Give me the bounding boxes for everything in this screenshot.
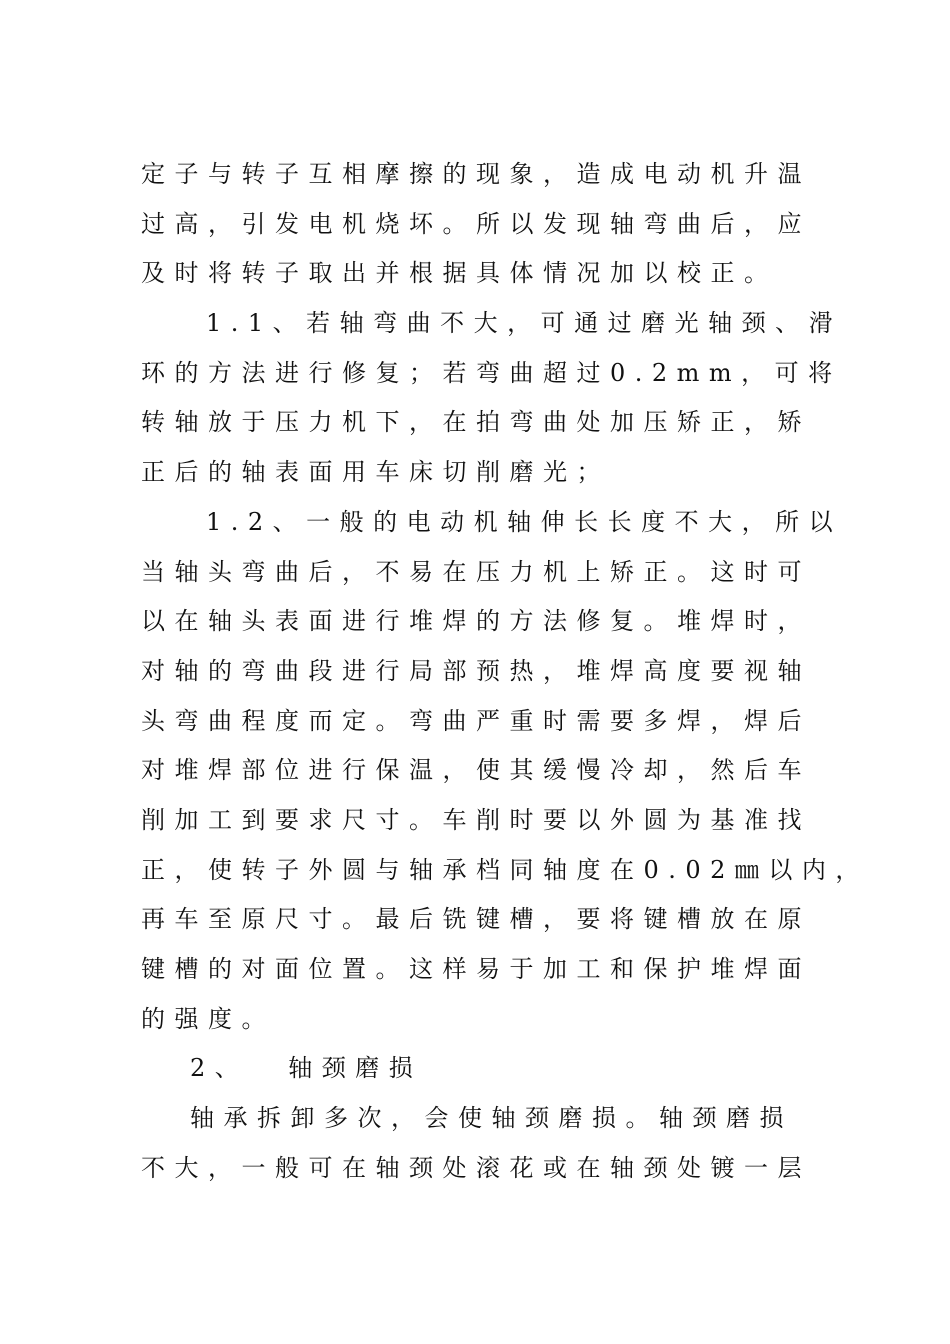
body-text [141,150,869,1193]
text-line: 对堆焊部位进行保温，使其缓慢冷却，然后车 [141,756,811,785]
text-line: 定子与转子互相摩擦的现象，造成电动机升温 [141,160,811,188]
text-line: 环的方法进行修复；若弯曲超过0.2mm，可将 [141,358,842,387]
paragraph-1-2-start: 1.2、一般的电动机轴伸长长度不大，所以 [206,507,843,536]
text-line: 正后的轴表面用车床切削磨光； [141,458,610,487]
text-line: 当轴头弯曲后，不易在压力机上矫正。这时可 [141,557,811,586]
text-line: 削加工到要求尺寸。车削时要以外圆为基准找 [141,805,811,834]
text-line: 过高，引发电机烧坏。所以发现轴弯曲后，应 [141,209,811,238]
text-line: 对轴的弯曲段进行局部预热，堆焊高度要视轴 [141,656,811,685]
text-line: 不大，一般可在轴颈处滚花或在轴颈处镀一层 [141,1153,811,1182]
text-line: 以在轴头表面进行堆焊的方法修复。堆焊时， [141,607,811,636]
section-title: 轴颈磨损 [288,1054,423,1083]
section-heading [141,1044,841,1094]
text-line: 键槽的对面位置。这样易于加工和保护堆焊面 [141,955,811,983]
section-number: 2、 [190,1054,249,1083]
paragraph-1-1-start: 1.1、若轴弯曲不大，可通过磨光轴颈、滑 [206,309,843,338]
text-line: 头弯曲程度而定。弯曲严重时需要多焊，焊后 [141,706,811,735]
text-line: 及时将转子取出并根据具体情况加以校正。 [141,259,778,288]
text-line: 转轴放于压力机下，在拍弯曲处加压矫正，矫 [141,408,811,437]
text-line: 的强度。 [141,1004,275,1033]
paragraph-2-start: 轴承拆卸多次，会使轴颈磨损。轴颈磨损 [190,1104,793,1133]
text-line: 正，使转子外圆与轴承档同轴度在0.02㎜以内， [141,855,869,884]
text-line: 再车至原尺寸。最后铣键槽，要将键槽放在原 [141,905,811,934]
